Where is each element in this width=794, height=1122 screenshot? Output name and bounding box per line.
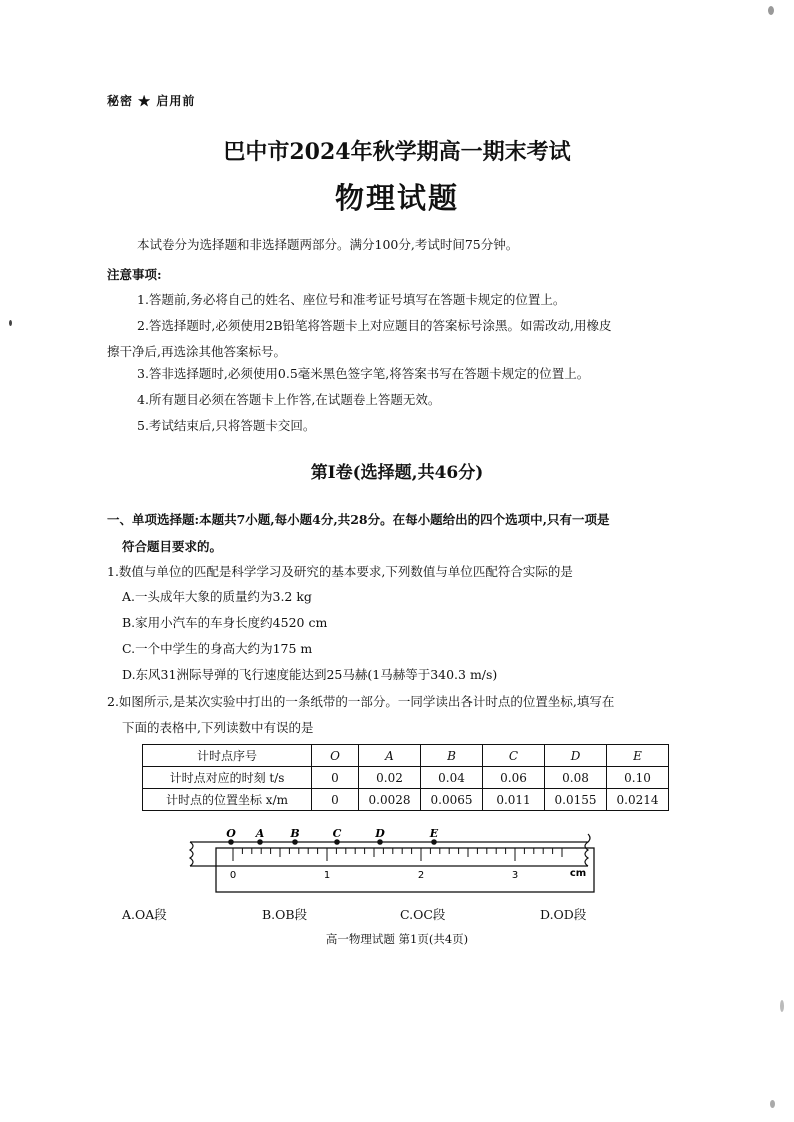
notes-heading: 注意事项:	[107, 267, 162, 282]
scale-label-0: 0	[229, 870, 237, 881]
tape-dot	[228, 839, 234, 845]
question-1-option-a: A.一头成年大象的质量约为3.2 kg	[122, 589, 312, 604]
point-label-c: C	[332, 827, 342, 840]
tape-dot	[292, 839, 298, 845]
row-header: 计时点序号	[143, 745, 312, 767]
page-footer: 高一物理试题 第1页(共4页)	[325, 932, 469, 946]
ruler-tape-diagram	[188, 822, 618, 894]
section-heading: 一、单项选择题:本题共7小题,每小题4分,共28分。在每小题给出的四个选项中,只有一项是	[107, 512, 610, 527]
scan-speck	[768, 6, 774, 15]
time-cell: 0.08	[545, 767, 607, 789]
column-header: O	[312, 745, 359, 767]
column-header: B	[421, 745, 483, 767]
point-label-a: A	[255, 827, 265, 840]
tape-dot	[377, 839, 383, 845]
note-item: 1.答题前,务必将自己的姓名、座位号和准考证号填写在答题卡规定的位置上。	[137, 292, 566, 307]
ruler-ticks	[233, 848, 562, 861]
scale-unit: cm	[569, 868, 587, 879]
point-labels	[226, 827, 439, 840]
table-row	[143, 767, 669, 789]
note-item: 3.答非选择题时,必须使用0.5毫米黑色签字笔,将答案书写在答题卡规定的位置上。	[137, 366, 590, 381]
question-1-option-c: C.一个中学生的身高大约为175 m	[122, 641, 313, 656]
tape-torn-right	[585, 842, 588, 866]
part-title: 第Ⅰ卷(选择题,共46分)	[310, 463, 484, 483]
position-cell: 0.0155	[545, 789, 607, 811]
scan-speck	[770, 1100, 775, 1108]
position-cell: 0.0065	[421, 789, 483, 811]
ruler-body	[216, 848, 594, 892]
exam-subtitle: 物理试题	[334, 181, 459, 215]
question-2-answer-b: B.OB段	[262, 907, 308, 922]
section-heading-continued: 符合题目要求的。	[122, 539, 223, 554]
note-item-continued: 擦干净后,再选涂其他答案标号。	[107, 344, 286, 359]
scan-speck	[780, 1000, 784, 1012]
note-item: 5.考试结束后,只将答题卡交回。	[137, 418, 316, 433]
column-header: D	[545, 745, 607, 767]
question-2-answer-d: D.OD段	[540, 907, 587, 922]
position-cell: 0	[312, 789, 359, 811]
scale-labels	[230, 868, 586, 881]
question-2-stem-continued: 下面的表格中,下列读数中有误的是	[122, 720, 314, 735]
column-header: C	[483, 745, 545, 767]
exam-title: 巴中市2024年秋学期高一期末考试	[223, 139, 571, 165]
tape-dot	[431, 839, 437, 845]
point-label-e: E	[429, 827, 439, 840]
question-2-answer-a: A.OA段	[122, 907, 167, 922]
point-label-b: B	[290, 827, 300, 840]
table-row	[143, 789, 669, 811]
confidential-mark: 秘密 ★ 启用前	[107, 94, 196, 108]
scale-label-2: 2	[417, 870, 425, 881]
time-cell: 0.02	[359, 767, 421, 789]
question-2-stem: 2.如图所示,是某次实验中打出的一条纸带的一部分。一同学读出各计时点的位置坐标,填写在	[107, 694, 615, 709]
time-cell: 0.04	[421, 767, 483, 789]
point-label-o: O	[226, 827, 236, 840]
scale-label-1: 1	[323, 870, 331, 881]
tape-dot	[257, 839, 263, 845]
question-2-answer-c: C.OC段	[400, 907, 446, 922]
column-header: E	[607, 745, 669, 767]
position-cell: 0.0028	[359, 789, 421, 811]
time-cell: 0	[312, 767, 359, 789]
tape-torn-left	[190, 842, 193, 866]
row-header: 计时点的位置坐标 x/m	[143, 789, 312, 811]
note-item: 2.答选择题时,必须使用2B铅笔将答题卡上对应题目的答案标号涂黑。如需改动,用橡皮	[137, 318, 612, 333]
note-item: 4.所有题目必须在答题卡上作答,在试题卷上答题无效。	[137, 392, 441, 407]
question-1-option-d: D.东风31洲际导弹的飞行速度能达到25马赫(1马赫等于340.3 m/s)	[122, 667, 498, 682]
row-header: 计时点对应的时刻 t/s	[143, 767, 312, 789]
position-cell: 0.011	[483, 789, 545, 811]
scan-speck	[9, 320, 12, 326]
timing-data-table	[142, 744, 669, 811]
table-row	[143, 745, 669, 767]
point-label-d: D	[375, 827, 385, 840]
paper-tape	[190, 834, 590, 866]
time-cell: 0.06	[483, 767, 545, 789]
question-1-option-b: B.家用小汽车的车身长度约4520 cm	[122, 615, 328, 630]
tape-dot	[334, 839, 340, 845]
scale-label-3: 3	[511, 870, 519, 881]
time-cell: 0.10	[607, 767, 669, 789]
intro-text: 本试卷分为选择题和非选择题两部分。满分100分,考试时间75分钟。	[137, 237, 519, 252]
question-1-stem: 1.数值与单位的匹配是科学学习及研究的基本要求,下列数值与单位匹配符合实际的是	[107, 564, 573, 579]
position-cell: 0.0214	[607, 789, 669, 811]
column-header: A	[359, 745, 421, 767]
